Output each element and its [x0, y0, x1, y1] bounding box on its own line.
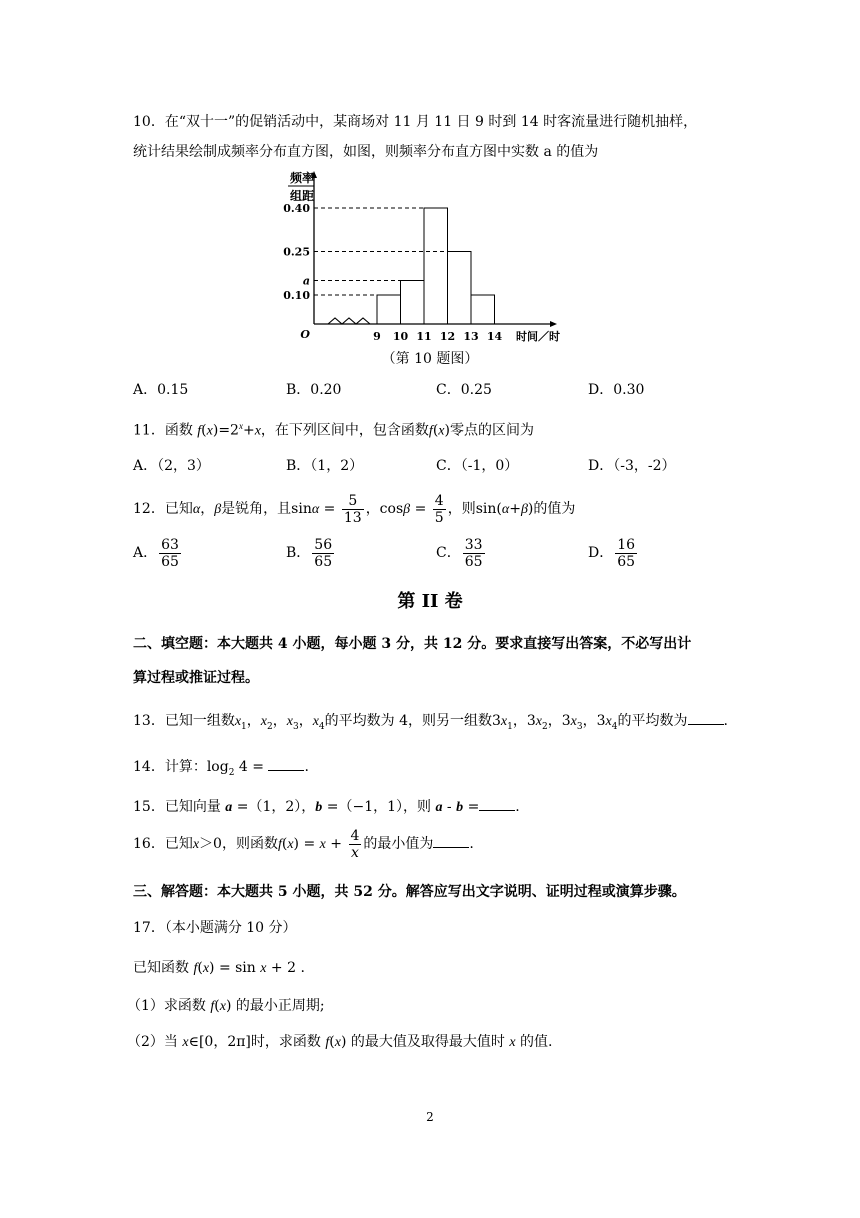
q11-option-d: D．（-3，-2）: [588, 458, 676, 474]
q11-option-a: A．（2，3）: [133, 458, 210, 474]
x-tick-label-11: 11: [416, 330, 432, 343]
q10-line1: 10．在“双十一”的促销活动中，某商场对 11 月 11 日 9 时到 14 时客流量进行随机抽样，: [133, 114, 698, 130]
x-tick-label-14: 14: [486, 330, 503, 343]
q17-part1: （1）求函数 f(x) 的最小正周期;: [127, 998, 325, 1014]
y-tick-label-a: a: [302, 274, 310, 288]
q12-option-b: B． $\frac{56}{65}$: [286, 536, 333, 570]
x-axis-label: 时间／时: [516, 330, 560, 343]
q10-line2: 统计结果绘制成频率分布直方图，如图，则频率分布直方图中实数 a 的值为: [133, 144, 599, 160]
q12-option-a: A． $\frac{63}{65}$: [133, 536, 179, 570]
q14-stem: 14．计算：$\log_2 4$ = .: [133, 756, 309, 783]
q16-stem: 16．已知x＞0，则函数f(x) = x + $\frac{4}{x}$ 的最小值为 .: [133, 827, 474, 861]
histogram-bar-12-13: [448, 252, 472, 325]
x-tick-label-10: 10: [392, 330, 409, 343]
x-tick-label-13: 13: [463, 330, 479, 343]
q15-stem: 15．已知向量 a =（1，2），b =（−1，1），则 a - b = .: [133, 796, 520, 818]
cos-beta-fraction: $\frac{4}{5}$: [434, 492, 444, 526]
y-tick-label-0.25: 0.25: [283, 245, 310, 259]
frequency-histogram: [280, 168, 580, 348]
q11-stem: 11．函数 $f(x)=2^x+x$，在下列区间中，包含函数f(x)零点的区间为: [133, 421, 534, 439]
y-tick-label-0.10: 0.10: [283, 289, 310, 302]
x-axis-arrow: [550, 321, 557, 327]
q17-given: 已知函数 f(x) = sin x + 2 .: [133, 960, 305, 976]
histogram-bar-9-10: [377, 295, 401, 324]
q12-stem: 12．已知α，β是锐角，且sinα = $\frac{5}{13}$ ，cosβ = $\frac{4}{5}$ ，则sin(α+β)的值为: [133, 492, 576, 526]
y-axis-label-top: 频率: [290, 171, 315, 185]
q11-option-b: B．（1，2）: [286, 458, 364, 474]
histogram-bar-13-14: [471, 295, 495, 324]
section2-line2: 算过程或推证过程。: [133, 670, 259, 686]
histogram-bar-11-12: [424, 208, 448, 324]
q11-option-c: C．（-1，0）: [436, 458, 519, 474]
q10-option-b: B．0.20: [286, 382, 342, 398]
y-tick-label-0.40: 0.40: [283, 202, 310, 215]
x-tick-label-9: 9: [373, 330, 381, 343]
q17-title: 17．（本小题满分 10 分）: [133, 920, 297, 936]
q12-option-d: D． $\frac{16}{65}$: [588, 536, 636, 570]
q13-stem: 13．已知一组数$x_1$，$x_2$，$x_3$，$x_4$的平均数为 4，则另一组数$3x_1$，$3x_2$，$3x_3$，$3x_4$的平均数为 .: [133, 710, 728, 737]
q10-option-d: D．0.30: [588, 382, 645, 398]
q10-option-c: C．0.25: [436, 382, 492, 398]
origin-label: O: [300, 328, 310, 341]
axis-break-zigzag: [328, 318, 370, 324]
y-axis-label-bottom: 组距: [290, 189, 315, 203]
x-tick-label-12: 12: [439, 330, 456, 343]
page-number: 2: [426, 1110, 434, 1124]
sin-alpha-fraction: $\frac{5}{13}$: [343, 492, 362, 526]
part2-title: 第 II 卷: [397, 591, 463, 612]
q12-option-c: C． $\frac{33}{65}$: [436, 536, 483, 570]
section2-line1: 二、填空题：本大题共 4 小题，每小题 3 分，共 12 分。要求直接写出答案，不必写出计: [133, 636, 692, 652]
section3-heading: 三、解答题：本大题共 5 小题，共 52 分。解答应写出文字说明、证明过程或演算步骤。: [133, 884, 686, 900]
q17-part2: （2）当 x∈[0，2π]时，求函数 f(x) 的最大值及取得最大值时 x 的值.: [127, 1034, 553, 1050]
q10-caption: （第 10 题图）: [381, 351, 479, 367]
q10-option-a: A．0.15: [133, 382, 189, 398]
histogram-bar-10-11: [401, 281, 425, 325]
